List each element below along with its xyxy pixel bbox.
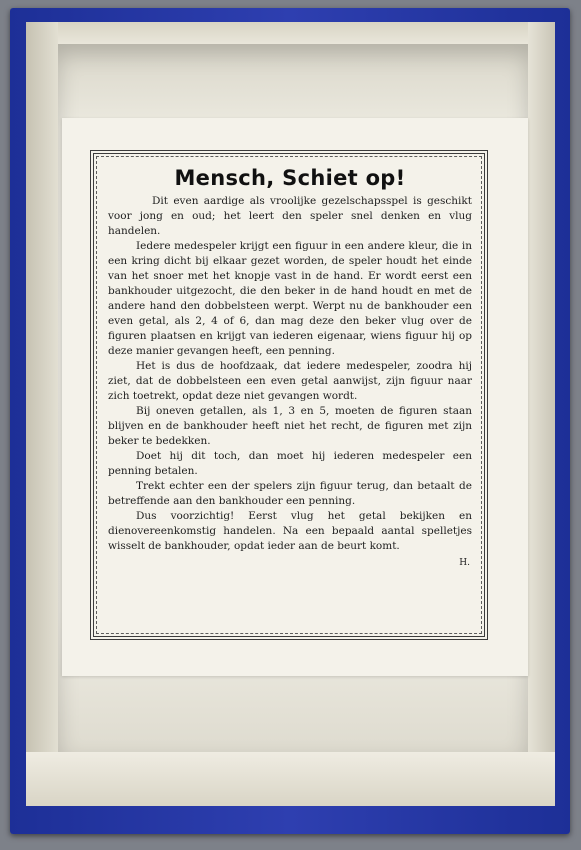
rules-paragraph: Dit even aardige als vroolijke gezelschapsspel is geschikt voor jong en oud; het leert den speler snel denken en vlug handelen. <box>108 195 472 237</box>
rules-paragraph: Het is dus de hoofdzaak, dat iedere medespeler, zoodra hij ziet, dat de dobbelsteen een even getal aanwijst, zijn figuur naar zich toetrekt, opdat deze niet gevangen wordt. <box>108 360 472 402</box>
signature: H. <box>459 558 470 568</box>
box-wall-bottom <box>26 752 555 806</box>
box-wall-top <box>26 22 555 44</box>
rules-leaflet <box>62 118 528 676</box>
page-title: Mensch, Schiet op! <box>174 166 406 190</box>
rules-paragraph: Doet hij dit toch, dan moet hij iederen medespeler een penning betalen. <box>108 450 472 477</box>
rules-paragraph: Trekt echter een der spelers zijn figuur terug, dan betaalt de betreffende aan den bankhouder een penning. <box>108 480 472 507</box>
rules-paragraph: Iedere medespeler krijgt een figuur in een andere kleur, die in een kring dicht bij elkaar gezet worden, de speler houdt het einde van het snoer met het knopje vast in de hand. Er wordt eerst een bankhouder uitgezocht, die den beker in de hand houdt en met de andere hand den dobbelsteen werpt. Werpt nu de bankhouder een even getal, als 2, 4 of 6, dan mag deze den beker vlug over de figuren plaatsen en krijgt van iederen eigenaar, wiens figuur hij op deze manier gevangen heeft, een penning. <box>108 240 472 357</box>
rules-paragraph: Bij oneven getallen, als 1, 3 en 5, moeten de figuren staan blijven en de bankhouder heeft niet het recht, de figuren met zijn beker te bedekken. <box>108 405 472 447</box>
box-wall-left <box>26 22 58 806</box>
rules-text <box>108 164 472 568</box>
rules-paragraph: Dus voorzichtig! Eerst vlug het getal bekijken en dienovereenkomstig handelen. Na een bepaald aantal spelletjes wisselt de bankhouder, opdat ieder aan de beurt komt. <box>108 510 472 552</box>
decorative-border <box>90 150 488 640</box>
box-wall-right <box>528 22 555 806</box>
